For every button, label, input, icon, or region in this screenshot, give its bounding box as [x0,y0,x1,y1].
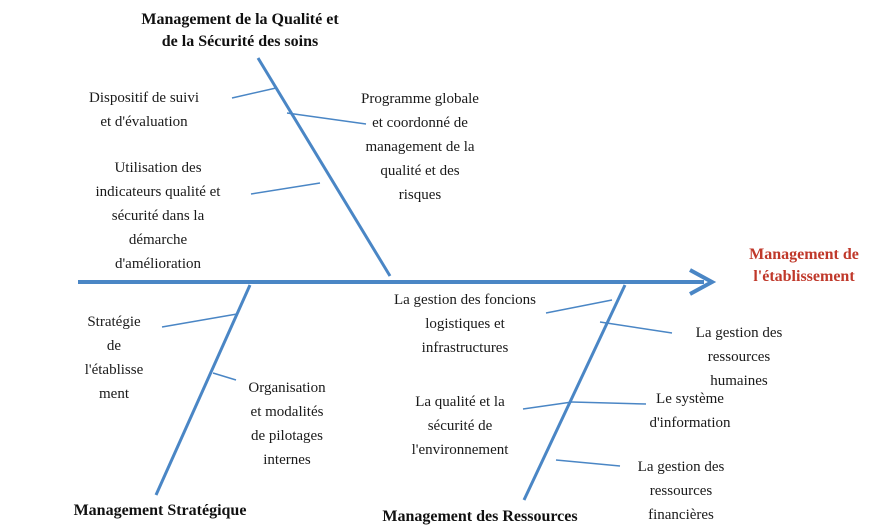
category-qualite-title: Management de la Qualité et de la Sécurité des soins [141,11,339,50]
cause-organisation: Organisation et modalités de pilotages internes [248,380,326,468]
branch-rh [600,322,672,333]
cause-programme: Programme globale et coordonné de management de la qualité et des risques [361,91,479,203]
cause-environnement: La qualité et la sécurité de l'environnement [411,394,509,458]
cause-suivi: Dispositif de suivi et d'évaluation [88,90,199,130]
cause-rh: La gestion des ressources humaines [695,325,783,389]
branch-suivi [232,88,276,98]
category-strategique-title: Management Stratégique [73,502,247,519]
branch-strategie [162,314,237,327]
cause-information: Le système d'information [649,391,731,431]
cause-strategie: Stratégie de l'établisse ment [84,314,144,402]
category-ressources-title: Management des Ressources [382,508,578,525]
cause-logistique: La gestion des foncions logistiques et infrastructures [393,292,537,356]
cause-indicateurs: Utilisation des indicateurs qualité et sécurité dans la démarche d'amélioration [95,160,221,272]
branch-indicateurs [251,183,320,194]
effect-head-label: Management de l'établissement [749,246,859,285]
cause-financieres: La gestion des ressources financières [637,459,725,523]
